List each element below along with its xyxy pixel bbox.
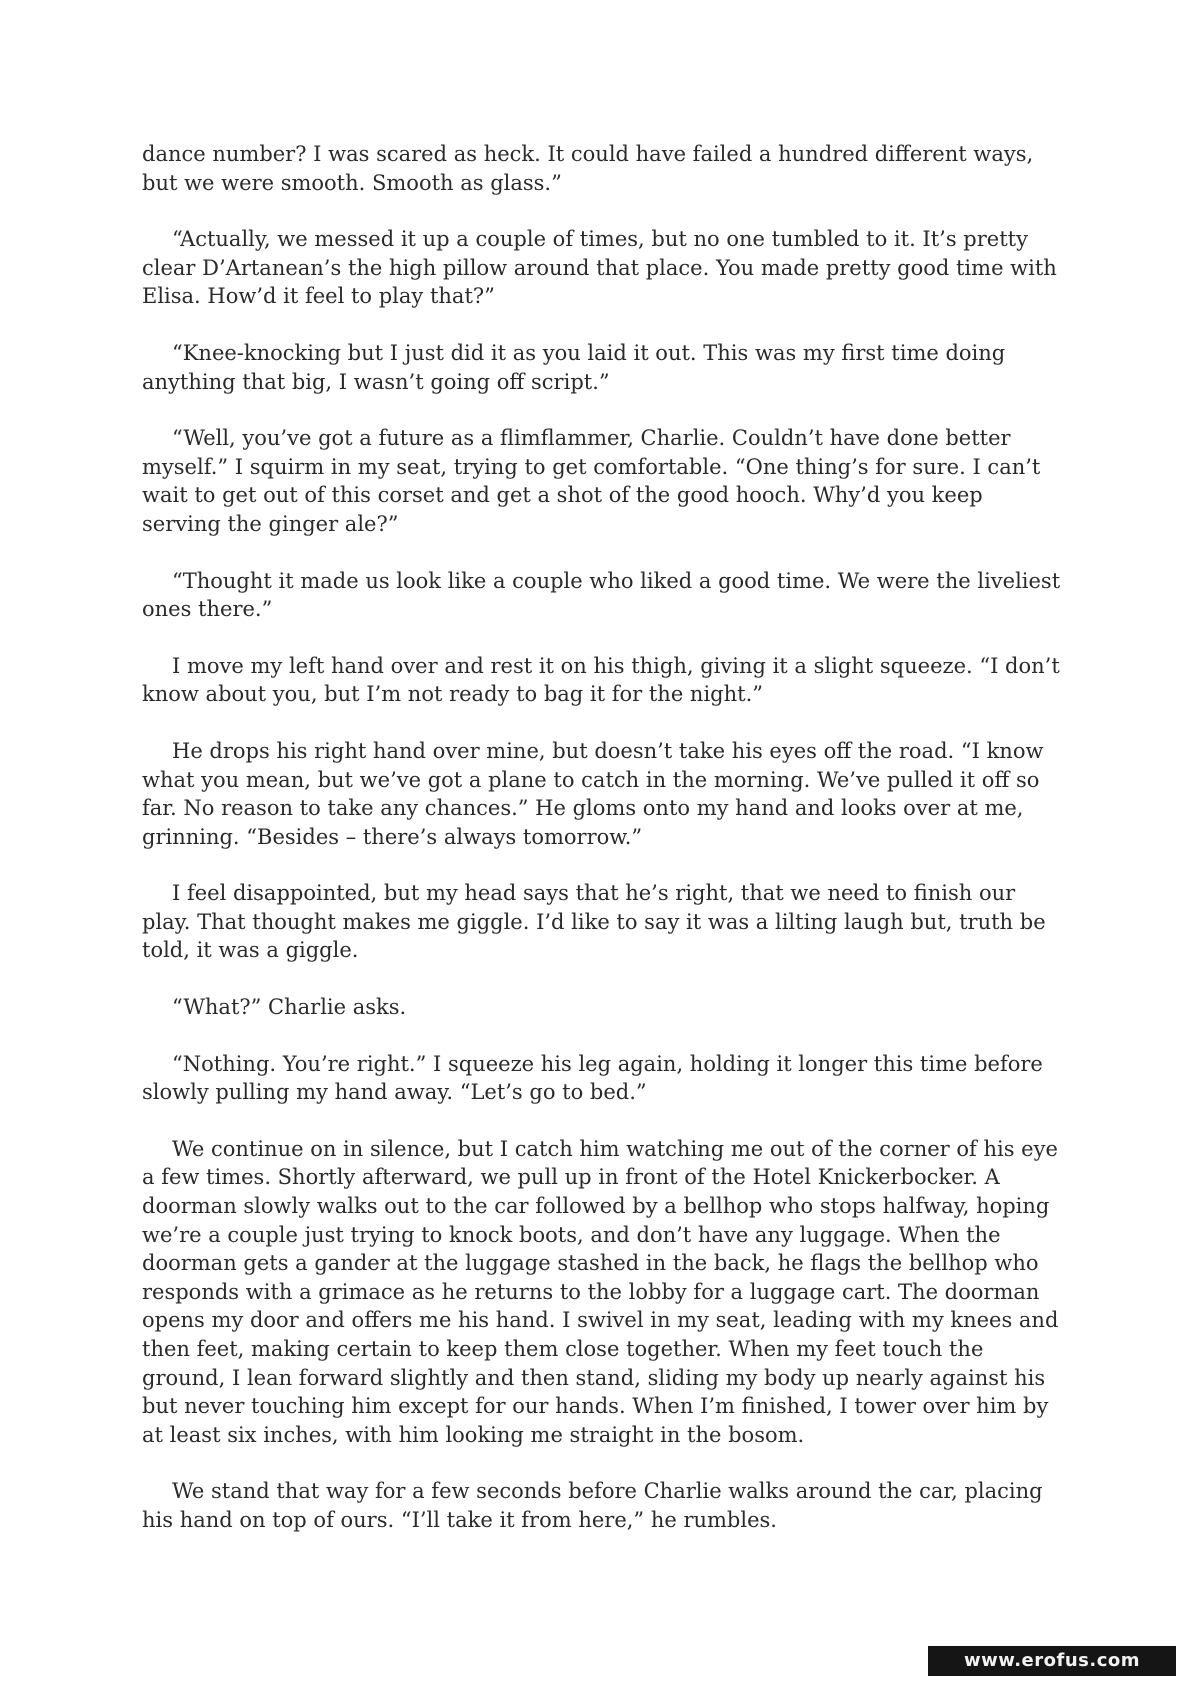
paragraph: “What?” Charlie asks.: [172, 995, 407, 1020]
paragraph: We stand that way for a few seconds before Charlie walks around the car, placing his hand on top of ours. “I’ll take it from here,” he rumbles.: [142, 1479, 1043, 1532]
paragraph: I move my left hand over and rest it on his thigh, giving it a slight squeeze. “I don’t know about you, but I’m not ready to bag it for the night.”: [142, 653, 1060, 707]
body-text: [142, 140, 1062, 1563]
paragraph: “Nothing. You’re right.” I squeeze his leg again, holding it longer this time before slowly pulling my hand away. “Let’s go to bed.”: [142, 1051, 1043, 1105]
paragraph: He drops his right hand over mine, but doesn’t take his eyes off the road. “I know what you mean, but we’ve got a plane to catch in the morning. We’ve pulled it off so far. No reason to take any chances.” He gloms onto my hand and looks over at me, grinning. “Besides – there’s always tomorrow.”: [142, 738, 1044, 849]
paragraph: “Knee-knocking but I just did it as you laid it out. This was my first time doing anything that big, I wasn’t going off script.”: [142, 340, 1006, 394]
paragraph: “Well, you’ve got a future as a flimflammer, Charlie. Couldn’t have done better myself.” I squirm in my seat, trying to get comfortable. “One thing’s for sure. I can’t wait to get out of this corset and get a shot of the good hooch. Why’d you keep serving the ginger ale?”: [142, 426, 1041, 536]
paragraph: “Thought it made us look like a couple who liked a good time. We were the liveliest ones there.”: [142, 568, 1061, 622]
paragraph: We continue on in silence, but I catch him watching me out of the corner of his eye a few times. Shortly afterward, we pull up in front of the Hotel Knickerbocker. A doorman slowly walks out to the car followed by a bellhop who stops halfway, hoping we’re a couple just trying to knock boots, and don’t have any luggage. When the doorman gets a gander at the luggage stashed in the back, he flags the bellhop who responds with a grimace as he returns to the lobby for a luggage cart. The doorman opens my door and offers me his hand. I swivel in my seat, leading with my knees and then feet, making certain to keep them close together. When my feet touch the ground, I lean forward slightly and then stand, sliding my body up nearly against his but never touching him except for our hands. When I’m finished, I tower over him by at least six inches, with him looking me straight in the bosom.: [142, 1136, 1059, 1447]
paragraph: I feel disappointed, but my head says that he’s right, that we need to finish our play. That thought makes me giggle. I’d like to say it was a lilting laugh but, truth be told, it was a giggle.: [142, 881, 1046, 963]
paragraph: dance number? I was scared as heck. It could have failed a hundred different ways, but we were smooth. Smooth as glass.”: [142, 142, 1034, 195]
paragraph: “Actually, we messed it up a couple of times, but no one tumbled to it. It’s pretty clear D’Artanean’s the high pillow around that place. You made pretty good time with Elisa. How’d it feel to play that?”: [142, 227, 1057, 309]
watermark-label: www.erofus.com: [928, 1646, 1176, 1676]
